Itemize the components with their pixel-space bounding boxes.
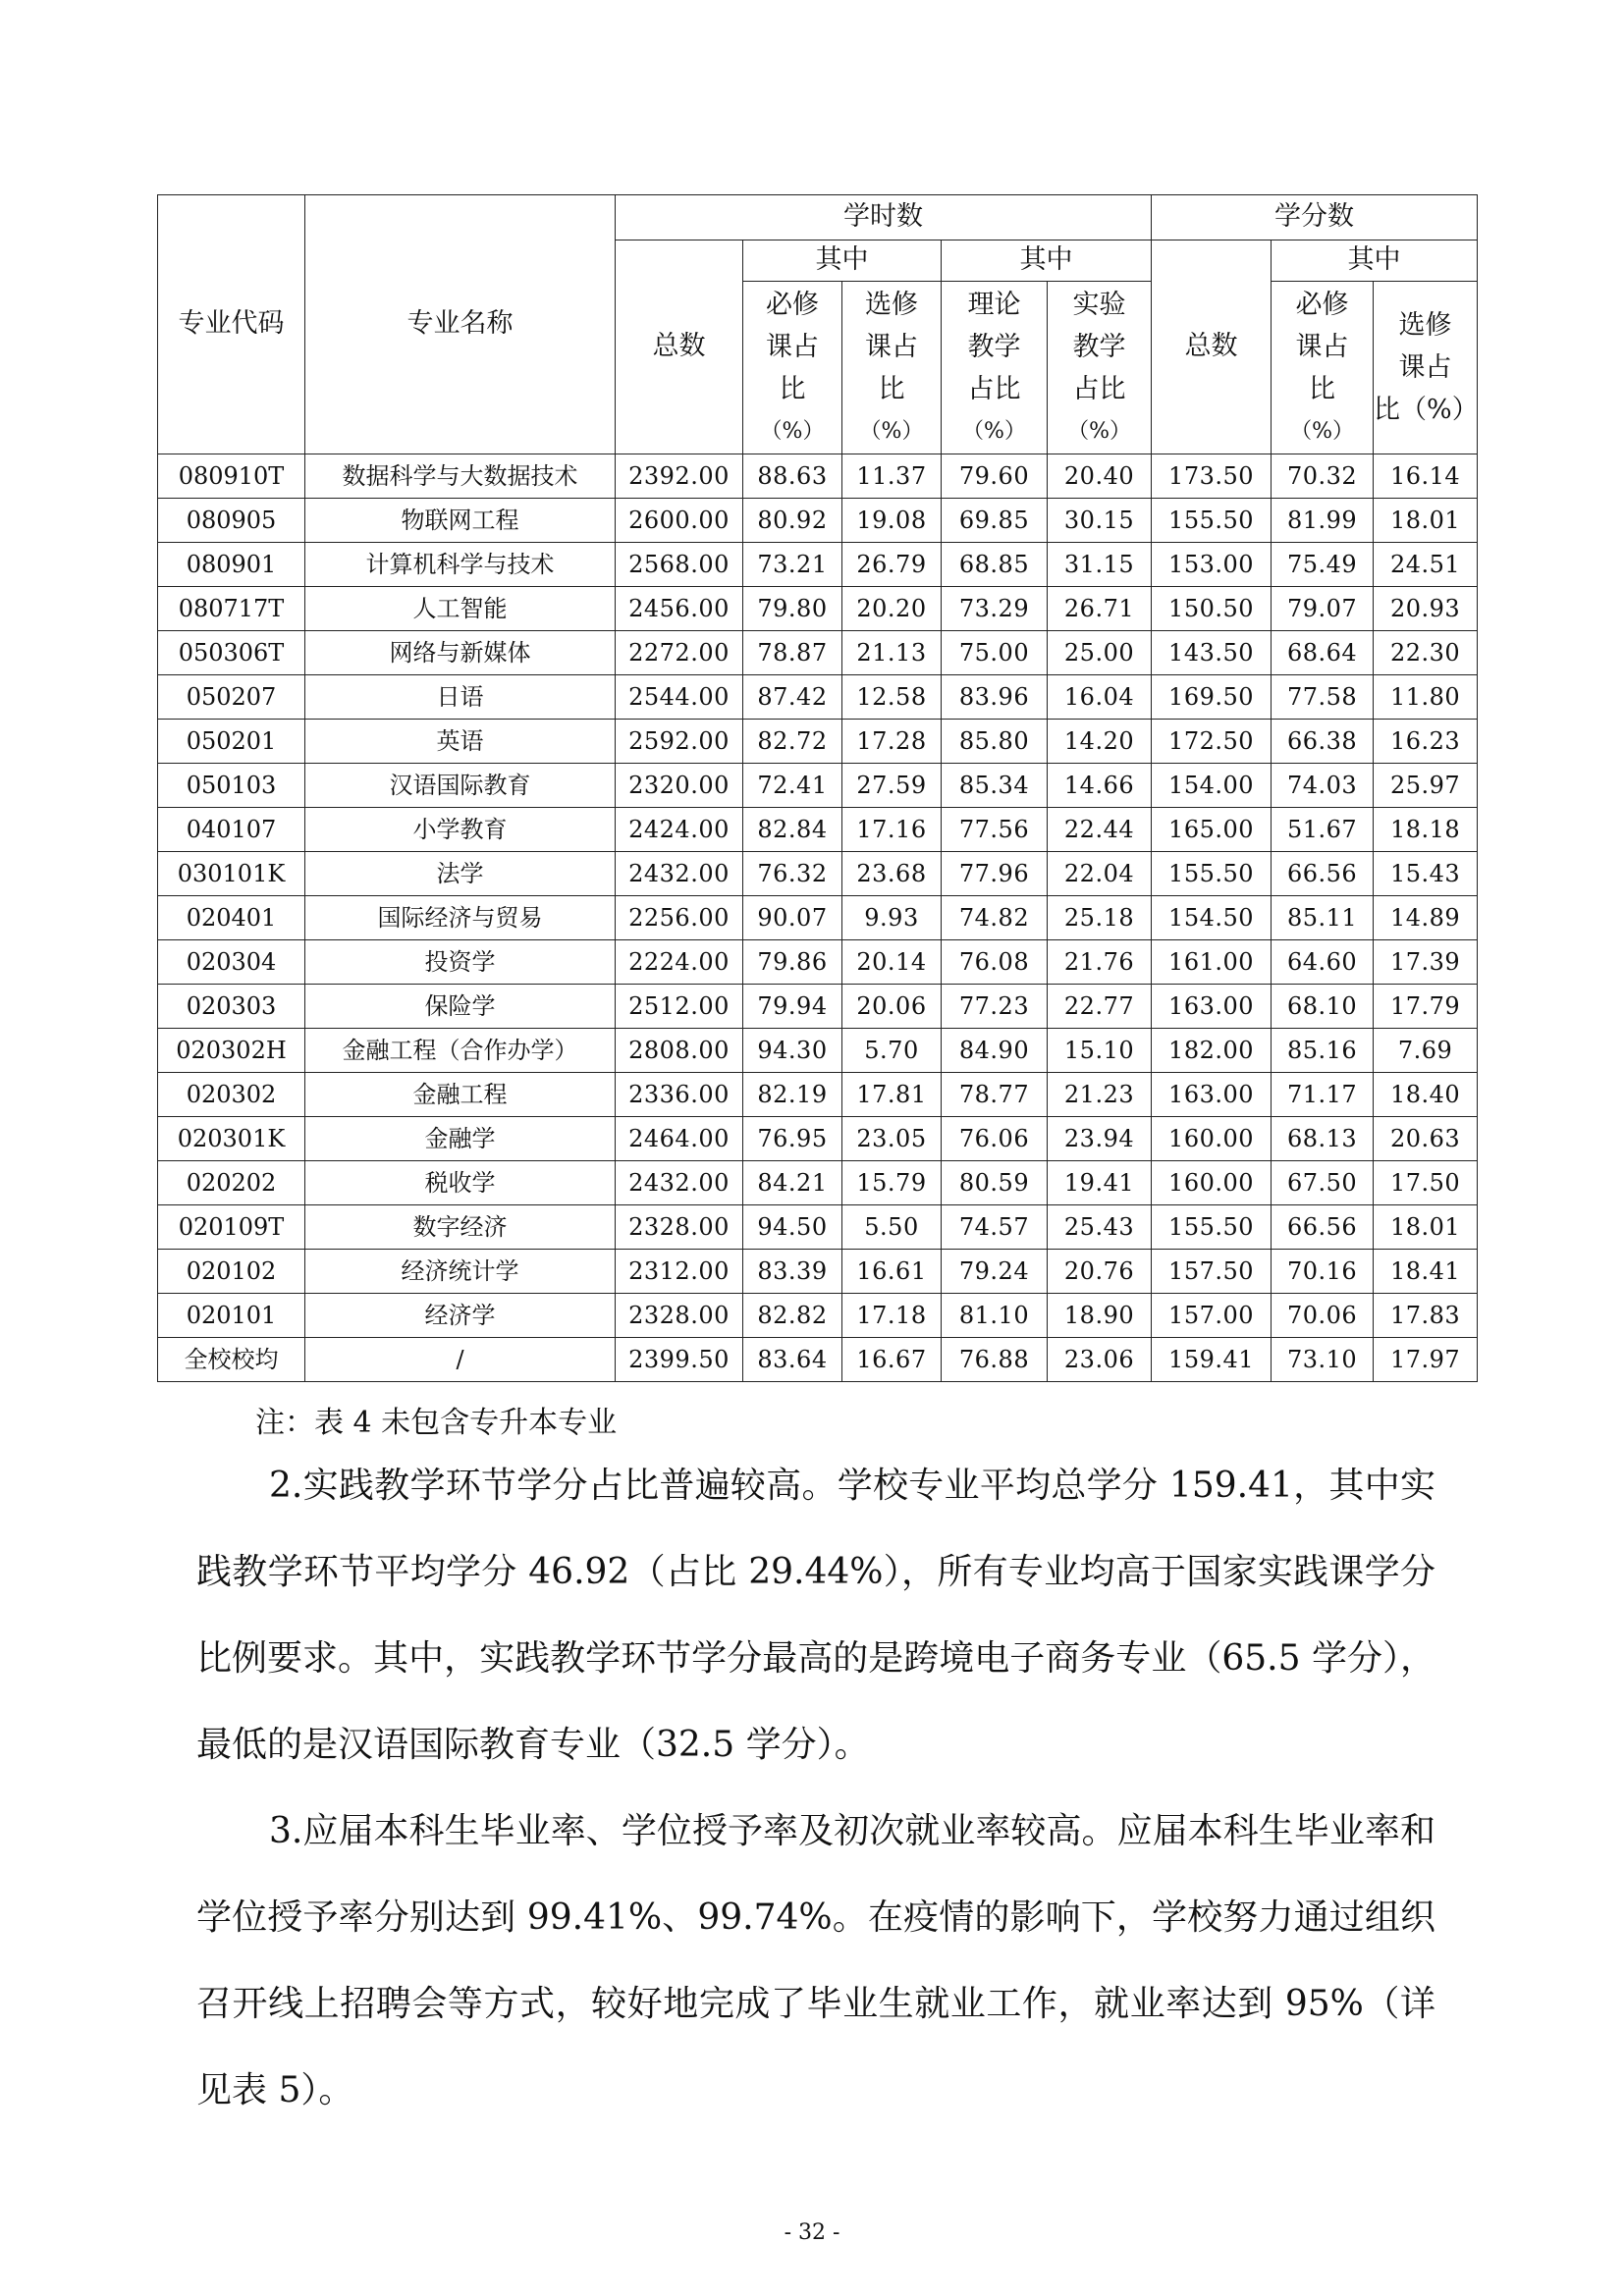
value-cell: 15.79 [842,1161,942,1205]
value-cell: 182.00 [1152,1029,1272,1073]
major-code-cell: 020302H [158,1029,305,1073]
value-cell: 80.92 [743,499,842,543]
table-row [158,1161,1478,1205]
paragraph-body: 应届本科生毕业率和学位授予率分别达到 99.41%、99.74%。在疫情的影响下，学校努力通过组织召开线上招聘会等方式，较好地完成了毕业生就业工作，就业率达到 95%（详见表 5）。 [196,1811,1435,2110]
value-cell: 17.79 [1374,985,1478,1029]
value-cell: 82.82 [743,1294,842,1338]
table-row [158,1117,1478,1161]
value-cell: 15.10 [1048,1029,1152,1073]
value-cell: 155.50 [1152,852,1272,896]
value-cell: 18.01 [1374,1205,1478,1250]
value-cell: 17.18 [842,1294,942,1338]
value-cell: 94.50 [743,1205,842,1250]
paragraph-heading: 3.应届本科生毕业率、学位授予率及初次就业率较高。 [269,1811,1117,1851]
value-cell: 11.80 [1374,675,1478,720]
header-credits-total: 总数 [1152,240,1272,454]
value-cell: 23.68 [842,852,942,896]
header-credit-required-pct: 必修 课占 比 （%） [1272,282,1374,454]
major-code-cell: 030101K [158,852,305,896]
value-cell: 75.49 [1272,543,1374,587]
value-cell: 76.08 [942,940,1048,985]
value-cell: 30.15 [1048,499,1152,543]
value-cell: 17.50 [1374,1161,1478,1205]
value-cell: 5.50 [842,1205,942,1250]
value-cell: 157.00 [1152,1294,1272,1338]
value-cell: 22.44 [1048,808,1152,852]
value-cell: 79.24 [942,1250,1048,1294]
value-cell: 79.60 [942,454,1048,499]
major-name-cell: 数字经济 [305,1205,616,1250]
value-cell: 94.30 [743,1029,842,1073]
table-row [158,1205,1478,1250]
value-cell: 2328.00 [616,1205,743,1250]
value-cell: 76.32 [743,852,842,896]
header-hours-total: 总数 [616,240,743,454]
value-cell: 70.32 [1272,454,1374,499]
table-row [158,1029,1478,1073]
value-cell: 73.29 [942,587,1048,631]
table-row [158,852,1478,896]
value-cell: 2600.00 [616,499,743,543]
value-cell: 159.41 [1152,1338,1272,1382]
value-cell: 17.97 [1374,1338,1478,1382]
major-code-cell: 080910T [158,454,305,499]
value-cell: 78.77 [942,1073,1048,1117]
major-name-cell: 日语 [305,675,616,720]
value-cell: 79.94 [743,985,842,1029]
value-cell: 23.94 [1048,1117,1152,1161]
value-cell: 27.59 [842,764,942,808]
value-cell: 77.96 [942,852,1048,896]
major-code-cell: 080905 [158,499,305,543]
value-cell: 82.19 [743,1073,842,1117]
value-cell: 19.41 [1048,1161,1152,1205]
value-cell: 74.57 [942,1205,1048,1250]
value-cell: 25.18 [1048,896,1152,940]
value-cell: 22.77 [1048,985,1152,1029]
value-cell: 16.23 [1374,720,1478,764]
header-credit-elective-pct: 选修 课占 比（%） [1374,282,1478,454]
major-code-cell: 020304 [158,940,305,985]
header-required-pct: 必修 课占 比 （%） [743,282,842,454]
value-cell: 20.40 [1048,454,1152,499]
header-hours-group: 学时数 [616,195,1152,240]
value-cell: 20.93 [1374,587,1478,631]
major-name-cell: 网络与新媒体 [305,631,616,675]
table-row [158,896,1478,940]
value-cell: 16.14 [1374,454,1478,499]
value-cell: 154.00 [1152,764,1272,808]
major-code-cell: 020102 [158,1250,305,1294]
value-cell: 82.72 [743,720,842,764]
value-cell: 83.96 [942,675,1048,720]
value-cell: 19.08 [842,499,942,543]
value-cell: 66.38 [1272,720,1374,764]
value-cell: 150.50 [1152,587,1272,631]
value-cell: 161.00 [1152,940,1272,985]
value-cell: 68.64 [1272,631,1374,675]
value-cell: 163.00 [1152,1073,1272,1117]
value-cell: 172.50 [1152,720,1272,764]
value-cell: 69.85 [942,499,1048,543]
value-cell: 70.06 [1272,1294,1374,1338]
value-cell: 26.79 [842,543,942,587]
major-name-cell: 金融学 [305,1117,616,1161]
major-name-cell: 经济学 [305,1294,616,1338]
major-name-cell: 计算机科学与技术 [305,543,616,587]
value-cell: 76.95 [743,1117,842,1161]
value-cell: 85.11 [1272,896,1374,940]
value-cell: 2336.00 [616,1073,743,1117]
value-cell: 154.50 [1152,896,1272,940]
value-cell: 73.21 [743,543,842,587]
value-cell: 2312.00 [616,1250,743,1294]
value-cell: 76.88 [942,1338,1048,1382]
value-cell: 2592.00 [616,720,743,764]
value-cell: 163.00 [1152,985,1272,1029]
value-cell: 18.40 [1374,1073,1478,1117]
value-cell: 76.06 [942,1117,1048,1161]
value-cell: 82.84 [743,808,842,852]
value-cell: 25.00 [1048,631,1152,675]
value-cell: 23.06 [1048,1338,1152,1382]
value-cell: 20.20 [842,587,942,631]
value-cell: 2272.00 [616,631,743,675]
table-row [158,631,1478,675]
value-cell: 23.05 [842,1117,942,1161]
value-cell: 2424.00 [616,808,743,852]
header-major-name: 专业名称 [305,195,616,454]
major-code-cell: 020302 [158,1073,305,1117]
header-elective-pct: 选修 课占 比 （%） [842,282,942,454]
value-cell: 74.82 [942,896,1048,940]
value-cell: 81.99 [1272,499,1374,543]
major-code-cell: 020301K [158,1117,305,1161]
page-number: - 32 - [784,2220,840,2245]
value-cell: 15.43 [1374,852,1478,896]
major-code-cell: 050201 [158,720,305,764]
major-code-cell: 050103 [158,764,305,808]
value-cell: 25.43 [1048,1205,1152,1250]
major-name-cell: 人工智能 [305,587,616,631]
value-cell: 160.00 [1152,1161,1272,1205]
value-cell: 85.80 [942,720,1048,764]
value-cell: 153.00 [1152,543,1272,587]
value-cell: 79.07 [1272,587,1374,631]
value-cell: 67.50 [1272,1161,1374,1205]
value-cell: 155.50 [1152,499,1272,543]
value-cell: 11.37 [842,454,942,499]
value-cell: 51.67 [1272,808,1374,852]
value-cell: 157.50 [1152,1250,1272,1294]
curriculum-table-container [157,194,1477,1382]
value-cell: 17.28 [842,720,942,764]
major-code-cell: 080717T [158,587,305,631]
value-cell: 160.00 [1152,1117,1272,1161]
major-name-cell: 小学教育 [305,808,616,852]
paragraph-body: 学校专业平均总学分 159.41，其中实践教学环节平均学分 46.92（占比 29.44%），所有专业均高于国家实践课学分比例要求。其中，实践教学环节学分最高的是跨境电子商务专业（65.5 学分），最低的是汉语国际教育专业（32.5 学分）。 [196,1466,1435,1765]
value-cell: 73.10 [1272,1338,1374,1382]
major-name-cell: 物联网工程 [305,499,616,543]
major-name-cell: 经济统计学 [305,1250,616,1294]
major-name-cell: 汉语国际教育 [305,764,616,808]
header-major-code: 专业代码 [158,195,305,454]
major-name-cell: 国际经济与贸易 [305,896,616,940]
value-cell: 155.50 [1152,1205,1272,1250]
value-cell: 83.64 [743,1338,842,1382]
value-cell: 2512.00 [616,985,743,1029]
value-cell: 18.18 [1374,808,1478,852]
value-cell: 169.50 [1152,675,1272,720]
value-cell: 2568.00 [616,543,743,587]
value-cell: 20.06 [842,985,942,1029]
value-cell: 70.16 [1272,1250,1374,1294]
value-cell: 20.14 [842,940,942,985]
value-cell: 90.07 [743,896,842,940]
value-cell: 64.60 [1272,940,1374,985]
table-row [158,587,1478,631]
table-row [158,1250,1478,1294]
value-cell: 2392.00 [616,454,743,499]
value-cell: 31.15 [1048,543,1152,587]
major-code-cell: 020109T [158,1205,305,1250]
table-row [158,940,1478,985]
value-cell: 14.89 [1374,896,1478,940]
table-row [158,454,1478,499]
table-row [158,543,1478,587]
major-code-cell: 020303 [158,985,305,1029]
major-name-cell: 金融工程（合作办学） [305,1029,616,1073]
paragraph-graduation-rates [196,1789,1435,2134]
header-theory-pct: 理论 教学 占比 （%） [942,282,1048,454]
table-row [158,1294,1478,1338]
value-cell: 17.39 [1374,940,1478,985]
value-cell: 2808.00 [616,1029,743,1073]
value-cell: 77.23 [942,985,1048,1029]
value-cell: 75.00 [942,631,1048,675]
value-cell: 14.20 [1048,720,1152,764]
header-lab-pct: 实验 教学 占比 （%） [1048,282,1152,454]
value-cell: 77.58 [1272,675,1374,720]
value-cell: 68.85 [942,543,1048,587]
major-name-cell: 保险学 [305,985,616,1029]
value-cell: 2320.00 [616,764,743,808]
major-code-cell: 全校校均 [158,1338,305,1382]
value-cell: 2432.00 [616,1161,743,1205]
table-row [158,1073,1478,1117]
value-cell: 84.21 [743,1161,842,1205]
curriculum-table [157,194,1478,1382]
value-cell: 16.04 [1048,675,1152,720]
table-row [158,1338,1478,1382]
major-name-cell: 金融工程 [305,1073,616,1117]
value-cell: 18.90 [1048,1294,1152,1338]
value-cell: 68.13 [1272,1117,1374,1161]
value-cell: 9.93 [842,896,942,940]
paragraph-heading: 2.实践教学环节学分占比普遍较高。 [269,1466,838,1506]
value-cell: 18.01 [1374,499,1478,543]
value-cell: 21.23 [1048,1073,1152,1117]
value-cell: 79.86 [743,940,842,985]
major-name-cell: 投资学 [305,940,616,985]
value-cell: 21.76 [1048,940,1152,985]
value-cell: 68.10 [1272,985,1374,1029]
value-cell: 17.81 [842,1073,942,1117]
major-code-cell: 080901 [158,543,305,587]
value-cell: 80.59 [942,1161,1048,1205]
value-cell: 165.00 [1152,808,1272,852]
table-body [158,454,1478,1382]
value-cell: 71.17 [1272,1073,1374,1117]
value-cell: 2432.00 [616,852,743,896]
header-credits-of-which: 其中 [1272,240,1478,282]
major-code-cell: 020202 [158,1161,305,1205]
major-name-cell: 税收学 [305,1161,616,1205]
value-cell: 17.83 [1374,1294,1478,1338]
value-cell: 2328.00 [616,1294,743,1338]
value-cell: 72.41 [743,764,842,808]
value-cell: 20.76 [1048,1250,1152,1294]
value-cell: 22.30 [1374,631,1478,675]
value-cell: 87.42 [743,675,842,720]
value-cell: 22.04 [1048,852,1152,896]
table-note: 注：表 4 未包含专升本专业 [255,1406,618,1440]
header-hours-of-which-teaching: 其中 [942,240,1152,282]
value-cell: 84.90 [942,1029,1048,1073]
value-cell: 173.50 [1152,454,1272,499]
major-name-cell: / [305,1338,616,1382]
value-cell: 143.50 [1152,631,1272,675]
major-code-cell: 050306T [158,631,305,675]
value-cell: 16.61 [842,1250,942,1294]
value-cell: 83.39 [743,1250,842,1294]
major-code-cell: 040107 [158,808,305,852]
value-cell: 66.56 [1272,1205,1374,1250]
major-name-cell: 数据科学与大数据技术 [305,454,616,499]
value-cell: 79.80 [743,587,842,631]
major-code-cell: 020401 [158,896,305,940]
value-cell: 66.56 [1272,852,1374,896]
value-cell: 2399.50 [616,1338,743,1382]
table-row [158,720,1478,764]
major-code-cell: 020101 [158,1294,305,1338]
value-cell: 5.70 [842,1029,942,1073]
value-cell: 81.10 [942,1294,1048,1338]
value-cell: 7.69 [1374,1029,1478,1073]
value-cell: 77.56 [942,808,1048,852]
table-row [158,675,1478,720]
value-cell: 85.16 [1272,1029,1374,1073]
value-cell: 2224.00 [616,940,743,985]
table-row [158,764,1478,808]
value-cell: 25.97 [1374,764,1478,808]
value-cell: 2456.00 [616,587,743,631]
value-cell: 24.51 [1374,543,1478,587]
value-cell: 2544.00 [616,675,743,720]
value-cell: 16.67 [842,1338,942,1382]
value-cell: 85.34 [942,764,1048,808]
value-cell: 88.63 [743,454,842,499]
value-cell: 2464.00 [616,1117,743,1161]
value-cell: 26.71 [1048,587,1152,631]
value-cell: 17.16 [842,808,942,852]
table-row [158,499,1478,543]
value-cell: 78.87 [743,631,842,675]
value-cell: 12.58 [842,675,942,720]
table-row [158,985,1478,1029]
major-name-cell: 英语 [305,720,616,764]
table-row [158,808,1478,852]
paragraph-practice-credits [196,1443,1435,1789]
header-hours-of-which-course: 其中 [743,240,942,282]
value-cell: 74.03 [1272,764,1374,808]
value-cell: 20.63 [1374,1117,1478,1161]
value-cell: 14.66 [1048,764,1152,808]
major-name-cell: 法学 [305,852,616,896]
major-code-cell: 050207 [158,675,305,720]
value-cell: 2256.00 [616,896,743,940]
header-credits-group: 学分数 [1152,195,1478,240]
value-cell: 18.41 [1374,1250,1478,1294]
value-cell: 21.13 [842,631,942,675]
